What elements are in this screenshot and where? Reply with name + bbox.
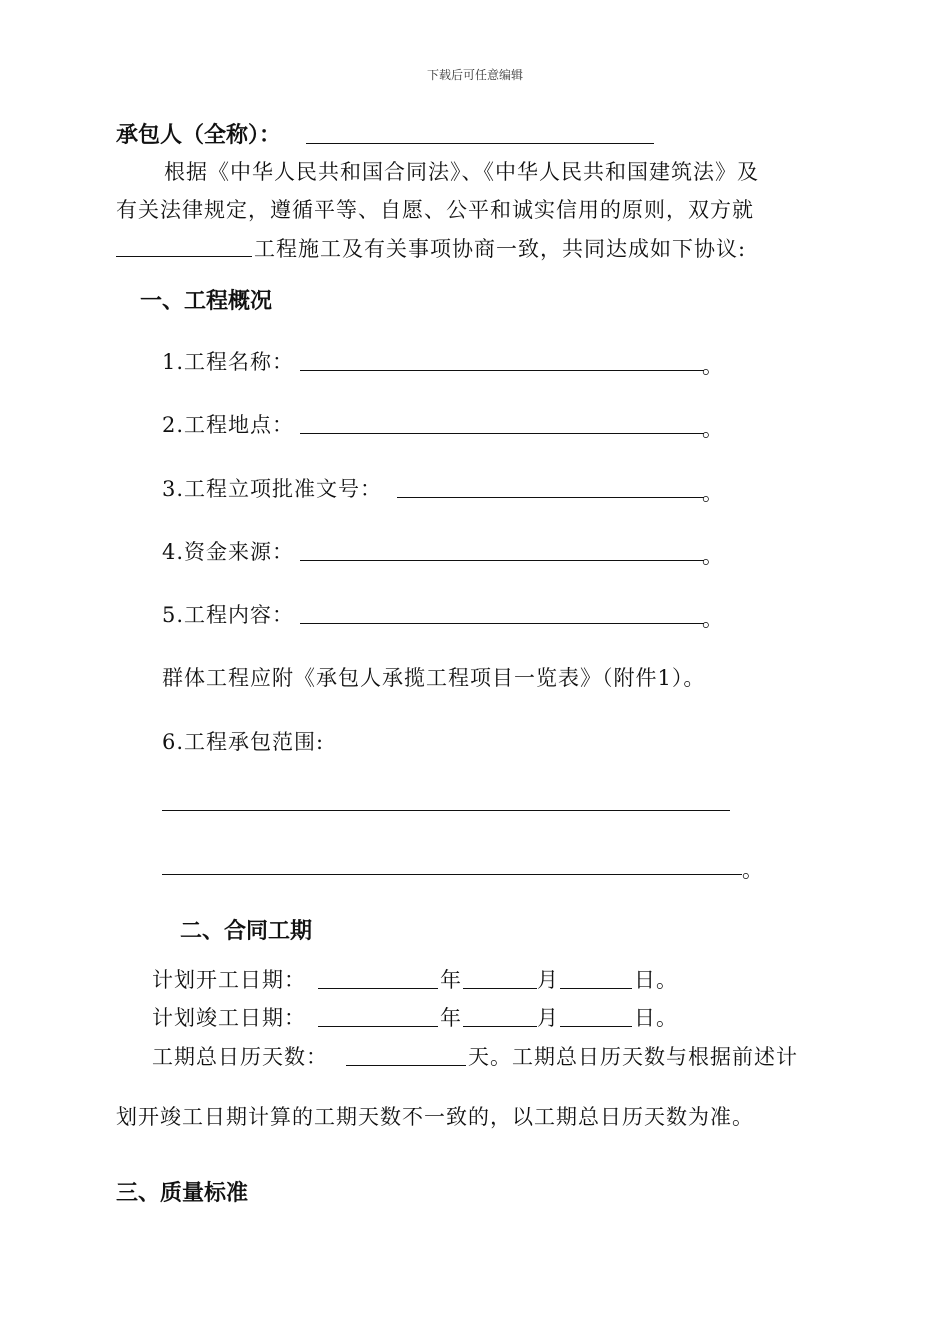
duration-text: 天。工期总日历天数与根据前述计 (468, 1045, 798, 1069)
item-funding-source-label: 4.资金来源： (162, 540, 295, 564)
item-approval-number-blank[interactable] (397, 497, 704, 498)
intro-line-2: 有关法律规定，遵循平等、自愿、公平和诚实信用的原则，双方就 (116, 198, 754, 222)
planned-finish-label: 计划竣工日期： (152, 1006, 306, 1030)
duration-days-blank[interactable] (346, 1065, 466, 1066)
start-month-blank[interactable] (463, 988, 537, 989)
start-day-unit: 日。 (634, 968, 678, 992)
item-project-name-label: 1.工程名称： (162, 350, 295, 374)
item-project-content-end: 。 (702, 607, 724, 631)
item-project-name-blank[interactable] (300, 370, 704, 371)
finish-year-unit: 年 (440, 1006, 462, 1030)
planned-start-label: 计划开工日期： (152, 968, 306, 992)
section-2-title: 二、合同工期 (180, 919, 313, 944)
item-project-content-blank[interactable] (300, 623, 704, 624)
start-day-blank[interactable] (560, 988, 632, 989)
finish-month-unit: 月 (537, 1006, 559, 1030)
scope-end: 。 (742, 858, 764, 882)
scope-blank-line-2[interactable] (162, 874, 742, 875)
item-project-name-end: 。 (702, 354, 724, 378)
item-project-location-label: 2.工程地点： (162, 413, 295, 437)
duration-text-line-2: 划开竣工日期计算的工期天数不一致的，以工期总日历天数为准。 (116, 1105, 754, 1129)
section-3-title: 三、质量标准 (116, 1181, 249, 1206)
scope-label: 6.工程承包范围: (162, 730, 325, 754)
finish-day-unit: 日。 (634, 1006, 678, 1030)
item-funding-source-end: 。 (702, 544, 724, 568)
item-approval-number-label: 3.工程立项批准文号： (162, 477, 383, 501)
scope-blank-line-1[interactable] (162, 810, 730, 811)
item-funding-source-blank[interactable] (300, 560, 704, 561)
item-project-content-label: 5.工程内容： (162, 603, 295, 627)
item-project-location-end: 。 (702, 417, 724, 441)
intro-line-1: 根据《中华人民共和国合同法》、《中华人民共和国建筑法》及 (164, 160, 759, 184)
item-project-location-blank[interactable] (300, 433, 704, 434)
contractor-name-blank[interactable] (306, 143, 654, 144)
start-month-unit: 月 (537, 968, 559, 992)
duration-label: 工期总日历天数： (152, 1045, 328, 1069)
finish-year-blank[interactable] (318, 1026, 438, 1027)
start-year-unit: 年 (440, 968, 462, 992)
project-name-blank[interactable] (116, 256, 252, 257)
item-approval-number-end: 。 (702, 481, 724, 505)
start-year-blank[interactable] (318, 988, 438, 989)
finish-day-blank[interactable] (560, 1026, 632, 1027)
page-header-note: 下载后可任意编辑 (426, 68, 523, 82)
section-1-title: 一、工程概况 (140, 289, 273, 314)
finish-month-blank[interactable] (463, 1026, 537, 1027)
contractor-label: 承包人（全称）： (116, 123, 282, 148)
intro-line-3: 工程施工及有关事项协商一致，共同达成如下协议: (254, 237, 747, 261)
group-project-note: 群体工程应附《承包人承揽工程项目一览表》（附件1）。 (162, 666, 706, 690)
